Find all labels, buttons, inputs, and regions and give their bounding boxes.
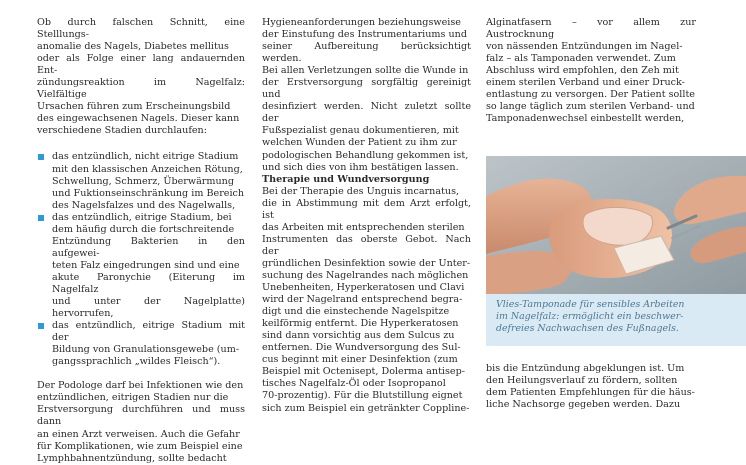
stage-list xyxy=(37,151,245,368)
toe-treatment-photo xyxy=(486,156,746,294)
intro-paragraph: Ob durch falschen Schnitt, eine Stelllungs- anomalie des Nagels, Diabetes mellitus oder als Folge einer lang andauernden Ent- zündungsreaktion im Nagelfalz: Vielfältige Ursachen führen zum Erscheinungsbild des eingewachsenen Nagels. Dieser kann verschiedene Stadien durchlaufen: xyxy=(37,17,245,137)
square-bullet-icon xyxy=(38,215,44,221)
photo-caption: Vlies-Tamponade für sensibles Arbeiten im Nagelfalz: ermöglicht ein beschwer- defreies Nachwachsen des Fußnagels. xyxy=(486,294,746,346)
list-item: das entzündlich, eitrige Stadium mit der Bildung von Granulationsgewebe (um- gangssprachlich „wildes Fleisch“). xyxy=(37,320,245,368)
hygiene-paragraph: Hygieneanforderungen beziehungsweise der Einstufung des Instrumentariums und seiner Aufbereitung berücksichtigt werden. Bei allen Verletzungen sollte die Wunde in der Erstversorgung sorgfältig gereinigt und desinfiziert werden. Nicht zuletzt sollte der Fußspezialist genau dokumentieren, mit welchen Wunden der Patient zu ihm zur podologischen Behandlung gekommen ist, und sich dies von ihm bestätigen lassen. xyxy=(262,17,471,173)
text-column-3 xyxy=(486,17,696,125)
square-bullet-icon xyxy=(38,323,44,329)
list-item: das entzündlich, nicht eitrige Stadium mit den klassischen Anzeichen Rötung, Schwellung, Schmerz, Überwärmung und Fuktionseinschränkung im Bereich des Nagelsfalzes und des Nagelwalls, xyxy=(37,151,245,211)
outro-paragraph: Der Podologe darf bei Infektionen wie den entzündlichen, eitrigen Stadien nur die Erstversorgung durchführen und muss dann an einen Arzt verweisen. Auch die Gefahr für Komplikationen, wie zum Beispiel eine Lymphbahnentzündung, sollte bedacht xyxy=(37,380,245,464)
text-column-3-continued xyxy=(486,363,696,411)
text-column-2 xyxy=(262,17,471,415)
text-column-1 xyxy=(37,17,245,465)
toe-treatment-illustration xyxy=(486,156,746,294)
tamponade-paragraph: Alginatfasern – vor allem zur Austrocknung von nässenden Entzündungen im Nagel- falz – als Tamponaden verwendet. Zum Abschluss wird empfohlen, den Zeh mit einem sterilen Verband und einer Druck- entlastung zu versorgen. Der Patient sollte so lange täglich zum sterilen Verband- und Tamponadenwechsel einbestellt werden, xyxy=(486,17,696,125)
section-heading: Therapie und Wundversorgung xyxy=(262,173,430,185)
aftercare-paragraph: bis die Entzündung abgeklungen ist. Um den Heilungsverlauf zu fördern, sollten dem Patienten Empfehlungen für die häus- liche Nachsorge gegeben werden. Dazu xyxy=(486,363,695,411)
list-item: das entzündlich, eitrige Stadium, bei dem häufig durch die fortschreitende Entzündung Bakterien in den aufgewei- teten Falz eingedrungen sind und eine akute Paronychie (Eiterung im Nagelfalz und unter der Nagelplatte) hervorrufen, xyxy=(37,212,245,320)
square-bullet-icon xyxy=(38,154,44,160)
therapy-paragraph: Bei der Therapie des Unguis incarnatus, die in Abstimmung mit dem Arzt erfolgt, ist das Arbeiten mit entsprechenden sterilen Instrumenten das oberste Gebot. Nach der gründlichen Desinfektion sowie der Unter- suchung des Nagelrandes nach möglichen Unebenheiten, Hyperkeratosen und Clavi wird der Nagelrand entsprechend begra- digt und die einstechende Nagelspitze keilförmig entfernt. Die Hyperkeratosen sind dann vorsichtig aus dem Sulcus zu entfernen. Die Wundversorgung des Sul- cus beginnt mit einer Desinfektion (zum Beispiel mit Octenisept, Dolerma antisep- tisches Nagelfalz-Öl oder Isopropanol 70-prozentig). Für die Blutstillung eignet sich zum Beispiel ein getränkter Coppline- xyxy=(262,185,471,414)
